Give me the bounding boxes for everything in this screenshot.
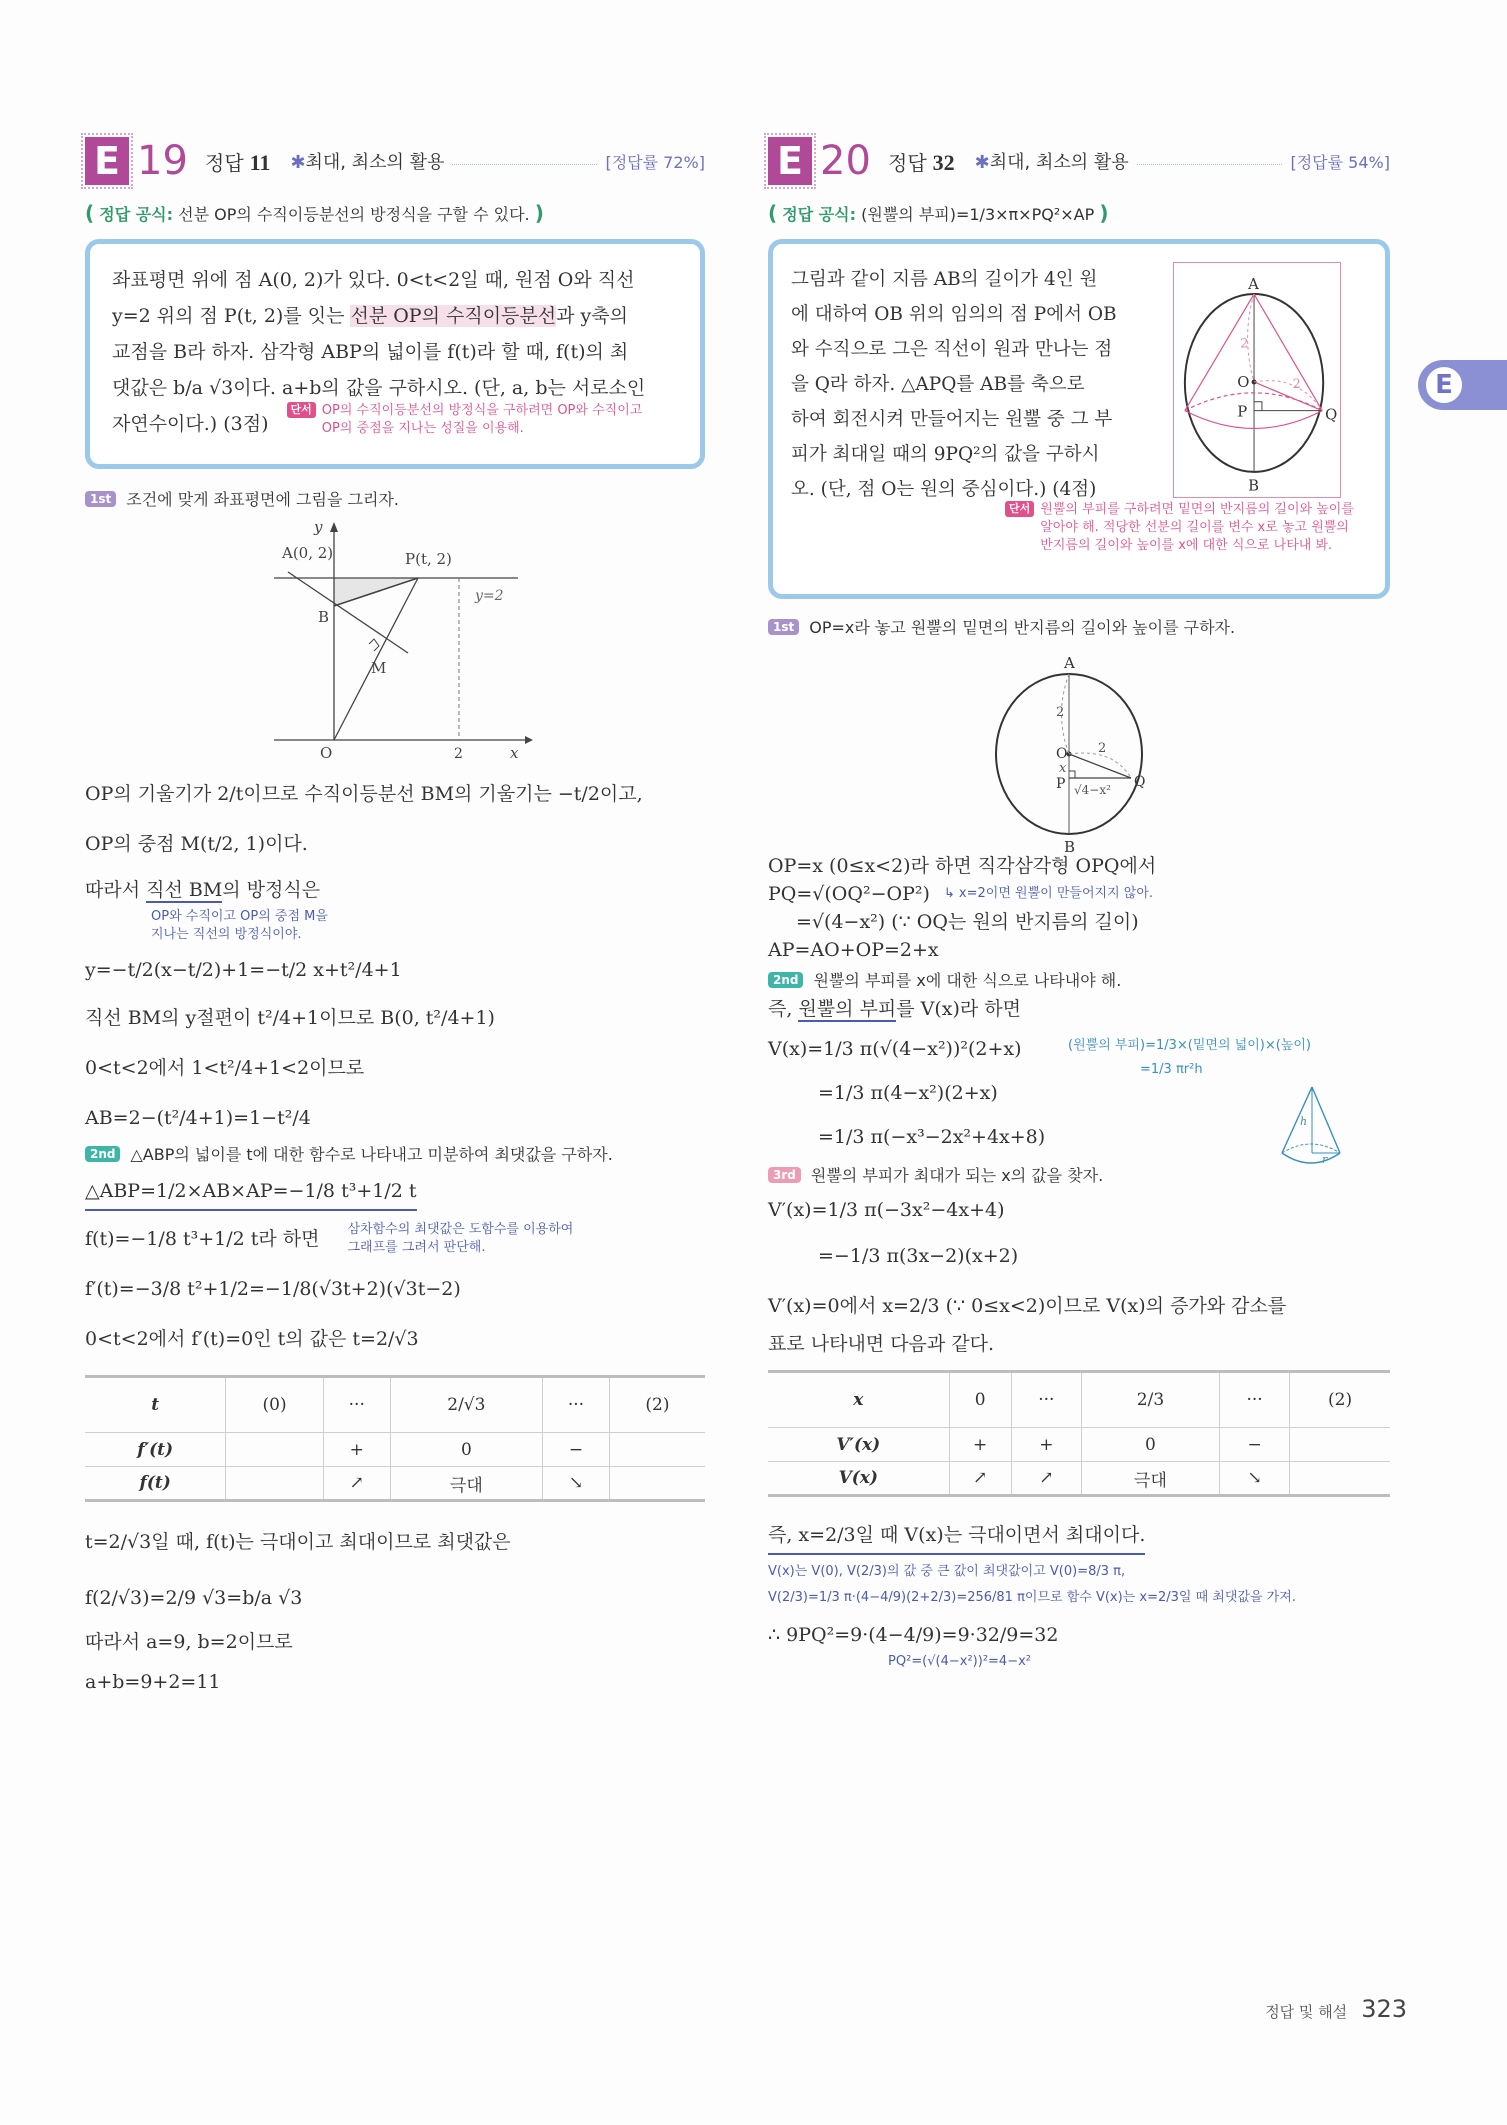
page-number: 323 [1361,1995,1407,2023]
problem-number: 19 [137,138,188,184]
table-row: x 0 ··· 2/3 ··· (2) [768,1372,1390,1428]
star-icon: ✱ [290,152,306,173]
table-row: f(t) ↗ 극대 ↘ [85,1467,705,1501]
question-text: 좌표평면 위에 점 A(0, 2)가 있다. 0<t<2일 때, 원점 O와 직선 y=2 위의 점 P(t, 2)를 잇는 선분 OP의 수직이등분선과 y축의 교점을 B라 하자. 삼각형 ABP의 넓이를 f(t)라 할 때, f(t)의 최 댓값은 b/a √3이다. a+b의 값을 구하시오. (단, a, b는 서로소인 자연수이다.) (3점) 단서 OP의 수직이등분선의 방정식을 구하려면 OP와 수직이고 OP의 중점을 지나는 성질을 이용해. [112,269,646,436]
svg-text:2: 2 [1240,336,1249,352]
svg-text:A: A [1064,654,1075,672]
solution-part-2: 즉, 원뿔의 부피를 V(x)라 하면 V(x)=1/3 π(√(4−x²))²(2+x) =1/3 π(4−x²)(2+x) =1/3 π(−x³−2x²+4x+8) (원뿔의 부피)=1/3×(밑면의 넓이)×(높이) =1/3 πr²h h r [768,995,1390,1151]
svg-text:2: 2 [1292,376,1301,392]
side-note: ↳ x=2이면 원뿔이 만들어지지 않아. [943,886,1154,901]
svg-text:h: h [1300,1115,1308,1128]
solution-part-1: OP=x (0≤x<2)라 하면 직각삼각형 OPQ에서 PQ=√(OQ²−OP²) ↳ x=2이면 원뿔이 만들어지지 않아. =√(4−x²) (∵ OQ는 원의 반지름의 길이) AP=AO+OP=2+x [768,855,1157,961]
table-row: V′(x) + + 0 − [768,1428,1390,1462]
chapter-e-icon: E [1423,364,1465,406]
dotted-leader [452,164,597,165]
variation-table [768,1370,1390,1497]
solution-part-3: V′(x)=1/3 π(−3x²−4x+4) =−1/3 π(3x−2)(x+2) V′(x)=0에서 x=2/3 (∵ 0≤x<2)이므로 V(x)의 증가와 감소를 표로 나타내면 다음과 같다. [768,1199,1287,1355]
side-note: PQ²=(√(4−x²))²=4−x² [888,1654,1031,1669]
svg-text:B: B [318,608,330,626]
page-footer [1265,1995,1407,2023]
problem-number: 20 [820,138,871,184]
solution-part-2: △ABP=1/2×AB×AP=−1/8 t³+1/2 t f(t)=−1/8 t³+1/2 t라 하면 삼차함수의 최댓값은 도함수를 이용하여 그래프를 그려서 판단해. f′(t)=−3/8 t²+1/2=−1/8(√3t+2)(√3t−2) 0<t<2에서 f′(t)=0인 t의 값은 t=2/√3 [85,1177,705,1353]
solution-part-4: 즉, x=2/3일 때 V(x)는 극대이면서 최대이다. V(x)는 V(0), V(2/3)의 값 중 큰 값이 최댓값이고 V(0)=8/3 π, V(2/3)=1/3 π·(4−4/9)(2+2/3)=256/81 π이므로 함수 V(x)는 x=2/3일 때 최댓값을 가져. ∴ 9PQ²=9·(4−4/9)=9·32/9=32 PQ²=(√(4−x²))²=4−x² [768,1521,1390,1671]
svg-text:M: M [371,659,387,677]
svg-text:O: O [1237,373,1250,391]
hint-tag: 단서 [287,402,316,418]
chapter-badge: E [85,137,129,185]
dotted-leader [1137,164,1283,165]
svg-text:2: 2 [1098,741,1107,756]
question-box [85,239,705,469]
circle-figure [768,648,1390,856]
answer: 정답 11 [205,149,271,175]
topic: ✱최대, 최소의 활용 [290,152,445,173]
hint: 단서 OP의 수직이등분선의 방정식을 구하려면 OP와 수직이고 OP의 중점을 지나는 성질을 이용해. [287,402,643,438]
step-tag: 1st [768,619,799,635]
svg-text:P: P [1237,403,1248,421]
coordinate-graph [85,518,705,762]
answer-value: 11 [249,149,271,175]
table-row: V(x) ↗ ↗ 극대 ↘ [768,1462,1390,1496]
footer-label: 정답 및 해설 [1265,2003,1348,2021]
final-answer: a+b=9+2=11 [85,1671,221,1693]
solution-part-1: OP의 기울기가 2/t이므로 수직이등분선 BM의 기울기는 −t/2이고, OP의 중점 M(t/2, 1)이다. 따라서 직선 BM의 방정식은 OP와 수직이고 OP의 중점 M을 지나는 직선의 방정식이야. y=−t/2(x−t/2)+1=−t/2 x+t²/4+1 직선 BM의 y절편이 t²/4+1이므로 B(0, t²/4+1) 0<t<2에서 1<t²/4+1<2이므로 AB=2−(t²/4+1)=1−t²/4 [85,780,705,1132]
side-note: V(x)는 V(0), V(2/3)의 값 중 큰 값이 최댓값이고 V(0)=8/3 π, V(2/3)=1/3 π·(4−4/9)(2+2/3)=256/81 π이므로 함수 V(x)는 x=2/3일 때 최댓값을 가져. [768,1564,1296,1605]
svg-text:r: r [1322,1153,1328,1166]
step-2: 2nd △ABP의 넓이를 t에 대한 함수로 나타내고 미분하여 최댓값을 구하자. [85,1142,705,1165]
step-1: 1st 조건에 맞게 좌표평면에 그림을 그리자. [85,487,705,510]
side-note: 삼차함수의 최댓값은 도함수를 이용하여 그래프를 그려서 판단해. [347,1222,574,1255]
answer: 정답 32 [888,149,955,175]
svg-text:B: B [1064,838,1076,856]
svg-text:P(t, 2): P(t, 2) [405,550,452,568]
correct-rate: [정답률 72%] [605,152,705,172]
answer-value: 32 [932,149,955,175]
svg-text:B: B [1248,477,1259,495]
svg-text:√4−x²: √4−x² [1074,783,1111,797]
svg-text:A: A [1248,276,1259,294]
svg-text:O: O [1056,746,1068,762]
variation-table [85,1375,705,1502]
step-2: 2nd 원뿔의 부피를 x에 대한 식으로 나타내야 해. [768,968,1390,991]
svg-text:Q: Q [1134,774,1146,790]
svg-text:2: 2 [454,746,463,762]
step-3: 3rd 원뿔의 부피가 최대가 되는 x의 값을 찾자. [768,1163,1390,1186]
step-tag: 1st [85,491,116,507]
sphere-figure [1173,262,1341,498]
svg-text:2: 2 [1056,705,1065,720]
step-1: 1st OP=x라 놓고 원뿔의 밑면의 반지름의 길이와 높이를 구하자. [768,615,1390,638]
problem-header [768,135,1390,187]
table-row: f′(t) + 0 − [85,1433,705,1467]
final-answer: ∴ 9PQ²=9·(4−4/9)=9·32/9=32 [768,1624,1059,1646]
chapter-badge: E [768,137,812,185]
side-note: (원뿔의 부피)=1/3×(밑면의 넓이)×(높이) =1/3 πr²h [1068,1038,1311,1077]
cone-icon [1278,1083,1358,1173]
answer-formula: ( 정답 공식: 선분 OP의 수직이등분선의 방정식을 구할 수 있다. ) [85,201,544,225]
step-tag: 2nd [85,1146,120,1162]
problem-20 [768,135,1390,1671]
answer-formula: ( 정답 공식: (원뿔의 부피)=1/3×π×PQ²×AP ) [768,201,1109,225]
arrow-icon: ↳ [943,886,959,901]
chapter-side-tab [1418,360,1507,410]
svg-text:Q: Q [1325,406,1338,424]
question-text: 그림과 같이 지름 AB의 길이가 4인 원 에 대하여 OB 위의 임의의 점 P에서 OB 와 수직으로 그은 직선이 원과 만나는 점 을 Q라 하자. △APQ를 AB를 축으로 하여 회전시켜 만들어지는 원뿔 중 그 부 피가 최대일 때의 9PQ²의 값을 구하시 오. (단, 점 O는 원의 중심이다.) (4점) [791,269,1117,500]
question-box [768,239,1390,599]
svg-text:P: P [1056,776,1066,792]
svg-text:A(0, 2): A(0, 2) [282,544,334,562]
svg-text:x: x [510,744,519,762]
svg-text:y=2: y=2 [475,588,504,604]
side-note: OP와 수직이고 OP의 중점 M을 지나는 직선의 방정식이야. [151,909,328,942]
solution-part-3: t=2/√3일 때, f(t)는 극대이고 최대이므로 최댓값은 f(2/√3)=2/9 √3=b/a √3 따라서 a=9, b=2이므로 a+b=9+2=11 [85,1528,705,1696]
svg-text:O: O [320,744,333,762]
step-tag: 2nd [768,972,803,988]
star-icon: ✱ [974,152,990,173]
hint: 단서 원뿔의 부피를 구하려면 밑면의 반지름의 길이와 높이를 알아야 해. 적당한 선분의 길이를 변수 x로 놓고 원뿔의 반지름의 길이와 높이를 x에 대한 식으로 나타내 봐. [1005,501,1367,555]
hint-tag: 단서 [1005,501,1034,517]
highlight: 선분 OP의 수직이등분선 [350,305,557,327]
topic: ✱최대, 최소의 활용 [974,152,1129,173]
correct-rate: [정답률 54%] [1290,152,1390,172]
svg-text:x: x [1059,761,1067,776]
problem-header [85,135,705,187]
step-tag: 3rd [768,1167,801,1183]
table-row: t (0) ··· 2/√3 ··· (2) [85,1377,705,1433]
problem-19 [85,135,705,1696]
svg-text:y: y [314,518,323,536]
